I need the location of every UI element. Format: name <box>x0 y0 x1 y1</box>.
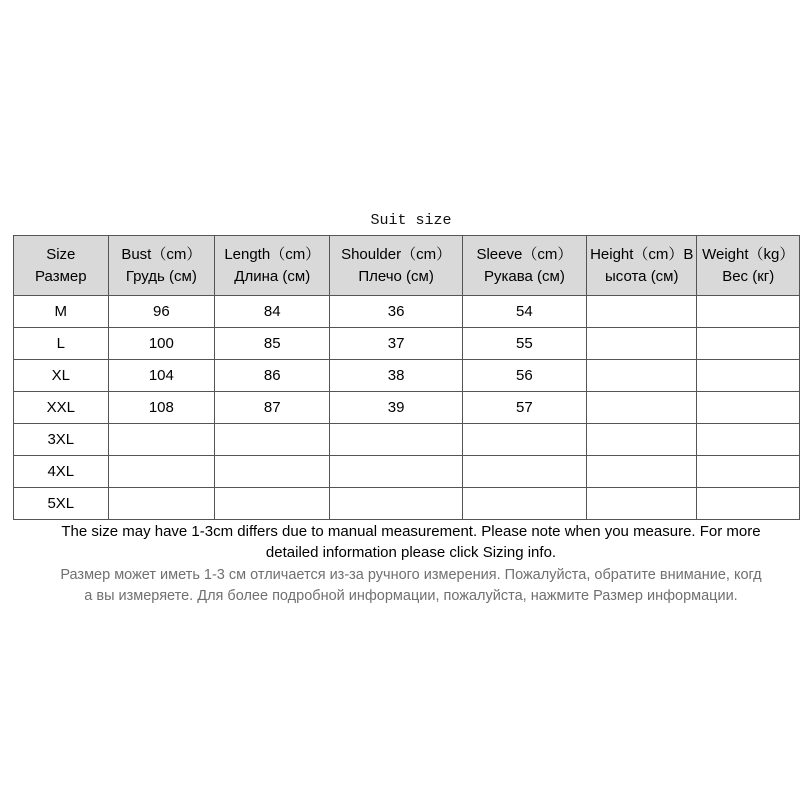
header-height: Height（cm）В ысота (см) <box>587 236 697 296</box>
bust-cell: 96 <box>108 296 214 328</box>
sleeve-cell <box>462 424 586 456</box>
bust-cell <box>108 424 214 456</box>
table-row <box>14 488 800 520</box>
header-size: Size Размер <box>14 236 109 296</box>
header-weight: Weight（kg） Вес (кг) <box>697 236 800 296</box>
note-russian <box>0 565 800 607</box>
table-row <box>14 296 800 328</box>
bust-cell: 100 <box>108 328 214 360</box>
table-row <box>14 424 800 456</box>
shoulder-cell: 37 <box>330 328 462 360</box>
sleeve-cell: 54 <box>462 296 586 328</box>
size-cell: 3XL <box>14 424 109 456</box>
sleeve-cell: 56 <box>462 360 586 392</box>
weight-cell <box>697 360 800 392</box>
size-cell: XXL <box>14 392 109 424</box>
weight-cell <box>697 392 800 424</box>
weight-cell <box>697 296 800 328</box>
table-title: Suit size <box>370 212 452 229</box>
length-cell <box>215 488 330 520</box>
note-russian-line: Размер может иметь 1-3 см отличается из-за ручного измерения. Пожалуйста, обратите внимание, когд <box>60 567 762 583</box>
header-length: Length（cm） Длина (см) <box>215 236 330 296</box>
weight-cell <box>697 424 800 456</box>
length-cell: 85 <box>215 328 330 360</box>
sleeve-cell: 57 <box>462 392 586 424</box>
height-cell <box>587 328 697 360</box>
height-cell <box>587 488 697 520</box>
height-cell <box>587 424 697 456</box>
bust-cell: 108 <box>108 392 214 424</box>
sleeve-cell <box>462 488 586 520</box>
length-cell: 84 <box>215 296 330 328</box>
bust-cell: 104 <box>108 360 214 392</box>
length-cell <box>215 456 330 488</box>
header-sleeve: Sleeve（cm） Рукава (см) <box>462 236 586 296</box>
shoulder-cell <box>330 424 462 456</box>
weight-cell <box>697 488 800 520</box>
weight-cell <box>697 456 800 488</box>
weight-cell <box>697 328 800 360</box>
length-cell: 86 <box>215 360 330 392</box>
shoulder-cell: 36 <box>330 296 462 328</box>
table-row <box>14 328 800 360</box>
height-cell <box>587 296 697 328</box>
note-russian-line: а вы измеряете. Для более подробной информации, пожалуйста, нажмите Размер информации. <box>84 588 738 604</box>
shoulder-cell <box>330 488 462 520</box>
shoulder-cell: 38 <box>330 360 462 392</box>
bust-cell <box>108 488 214 520</box>
size-table <box>13 235 800 520</box>
header-row <box>14 236 800 296</box>
shoulder-cell: 39 <box>330 392 462 424</box>
height-cell <box>587 360 697 392</box>
table-row <box>14 360 800 392</box>
size-cell: 4XL <box>14 456 109 488</box>
size-cell: XL <box>14 360 109 392</box>
bust-cell <box>108 456 214 488</box>
header-bust: Bust（cm） Грудь (см) <box>108 236 214 296</box>
table-row <box>14 456 800 488</box>
length-cell: 87 <box>215 392 330 424</box>
length-cell <box>215 424 330 456</box>
height-cell <box>587 456 697 488</box>
note-english-line: The size may have 1-3cm differs due to manual measurement. Please note when you measure. For more <box>61 523 761 540</box>
size-cell: 5XL <box>14 488 109 520</box>
sleeve-cell: 55 <box>462 328 586 360</box>
header-shoulder: Shoulder（cm） Плечо (см) <box>330 236 462 296</box>
note-english-line: detailed information please click Sizing info. <box>265 544 557 561</box>
height-cell <box>587 392 697 424</box>
note-english <box>0 521 800 563</box>
shoulder-cell <box>330 456 462 488</box>
table-row <box>14 392 800 424</box>
size-cell: M <box>14 296 109 328</box>
sleeve-cell <box>462 456 586 488</box>
size-cell: L <box>14 328 109 360</box>
